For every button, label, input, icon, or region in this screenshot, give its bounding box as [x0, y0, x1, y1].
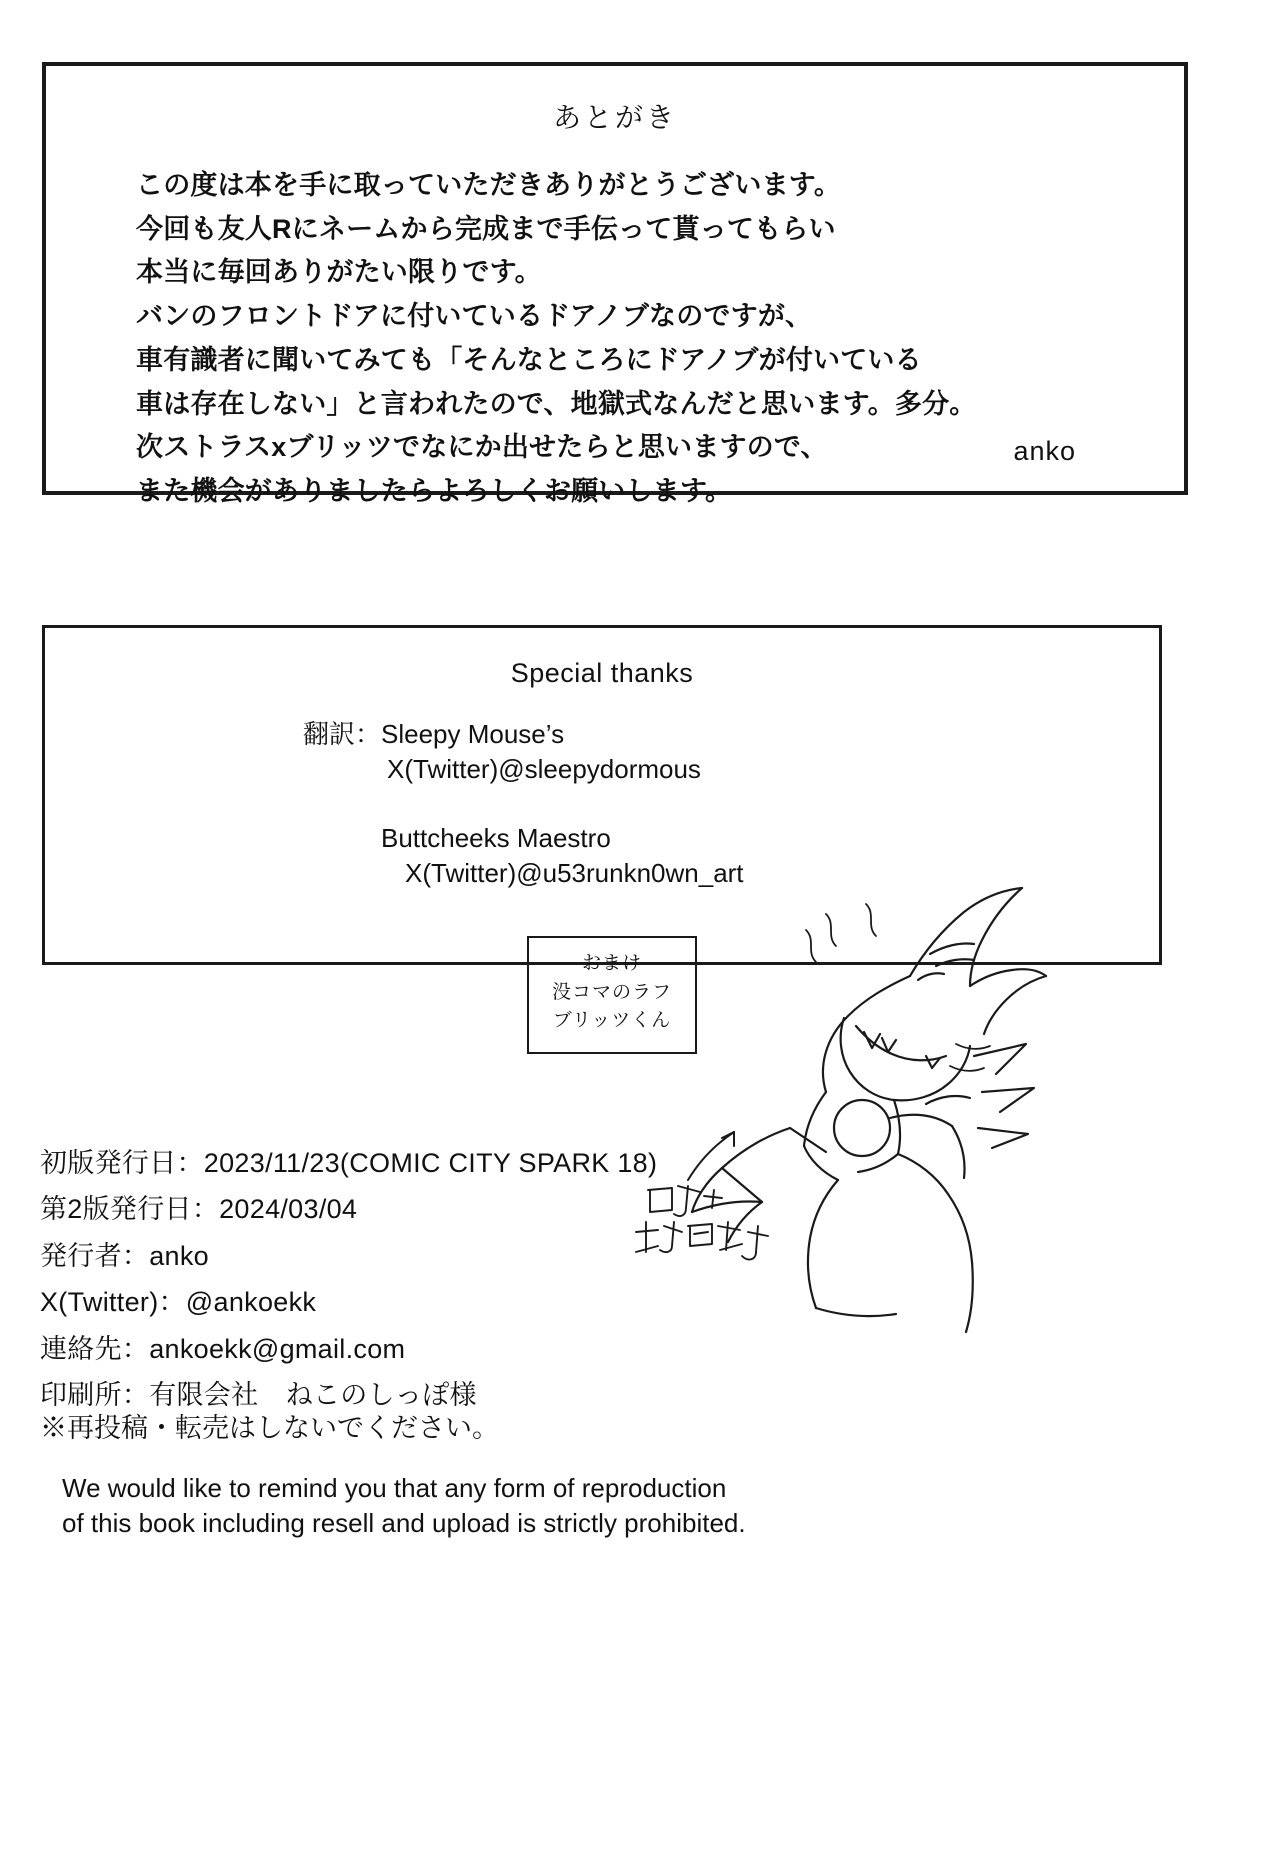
afterword-panel: [42, 62, 1188, 507]
afterword-line: バンのフロントドアに付いているドアノブなのですが、: [136, 301, 813, 332]
omake-line-3: ブリッツくん: [552, 1010, 672, 1031]
afterword-line: また機会がありましたらよろしくお願いします。: [136, 476, 733, 507]
thanks-entry-name: Buttcheeks Maestro: [381, 823, 611, 854]
colophon-line: 連絡先：ankoekk@gmail.com: [40, 1333, 406, 1364]
afterword-title: あとがき: [552, 102, 677, 133]
notice-english-line: We would like to remind you that any form of reproduction: [62, 1472, 727, 1503]
notice-english: [40, 1471, 746, 1541]
colophon-line: X(Twitter)：@ankoekk: [40, 1287, 317, 1318]
colophon-line: 印刷所：有限会社 ねこのしっぽ様: [40, 1380, 477, 1411]
thanks-entry-name: 翻訳：Sleepy Mouse’s: [303, 719, 565, 749]
afterword-line: 車は存在しない」と言われたので、地獄式なんだと思います。多分。: [136, 388, 977, 419]
thanks-entry: [45, 717, 1159, 787]
reproduction-notice: [40, 1408, 746, 1541]
author-signature: anko: [1013, 436, 1076, 466]
thanks-entry-handle: X(Twitter)@sleepydormous: [387, 754, 701, 785]
notice-japanese: ※再投稿・転売はしないでください。: [40, 1413, 499, 1443]
special-thanks-title: Special thanks: [510, 658, 694, 688]
afterword-line: 車有識者に聞いてみても「そんなところにドアノブが付いている: [136, 344, 922, 375]
omake-line-1: おまけ: [581, 953, 642, 974]
omake-line-2: 没コマのラフ: [551, 981, 672, 1003]
afterword-line: この度は本を手に取っていただきありがとうございます。: [136, 170, 842, 200]
afterword-line: 今回も友人Rにネームから完成まで手伝って貰ってもらい: [136, 213, 836, 244]
afterword-line: 次ストラスxブリッツでなにか出せたらと思いますので、: [136, 432, 828, 463]
colophon-line: 初版発行日：2023/11/23(COMIC CITY SPARK 18): [40, 1148, 658, 1178]
afterword-line: 本当に毎回ありがたい限りです。: [136, 257, 542, 288]
rough-sketch-illustration: [630, 860, 1050, 1340]
colophon-line: 第2版発行日：2024/03/04: [40, 1194, 358, 1225]
colophon: [40, 1140, 657, 1419]
notice-english-line: of this book including resell and upload is strictly prohibited.: [62, 1507, 746, 1538]
colophon-line: 発行者：anko: [40, 1240, 209, 1271]
thanks-entry-handle: X(Twitter)@u53runkn0wn_art: [405, 858, 744, 889]
